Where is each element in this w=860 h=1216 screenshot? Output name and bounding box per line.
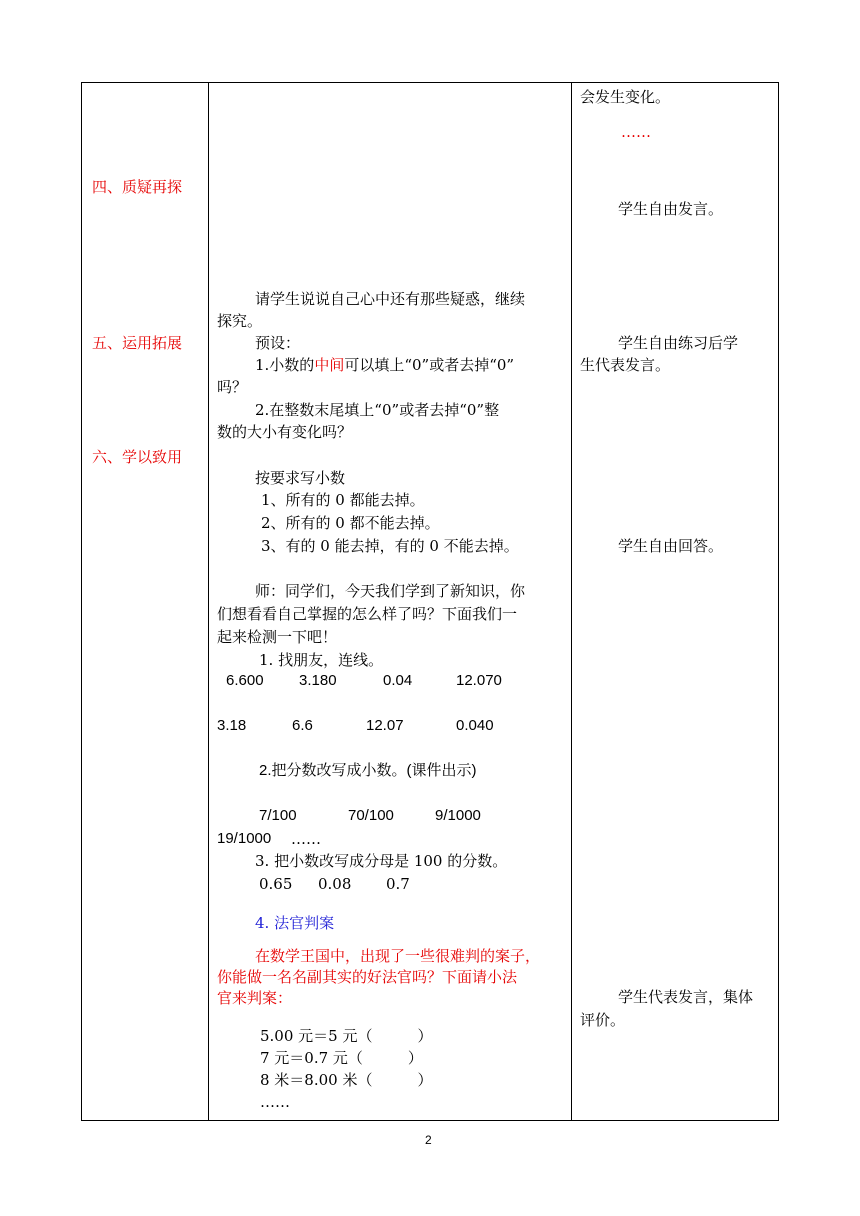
match-row1-item3: 0.04 [383, 672, 413, 689]
fraction-1: 7/100 [259, 807, 297, 824]
fraction-4: 19/1000 [217, 830, 272, 847]
requirement-3: 3、有的 0 能去掉，有的 0 不能去掉。 [261, 537, 519, 555]
exercise-4-title: 4. 法官判案 [255, 914, 335, 932]
student-text-4: 学生自由回答。 [618, 537, 724, 555]
exercise-1-title: 1. 找朋友，连线。 [259, 651, 384, 669]
student-text-5-line1: 学生代表发言，集体 [618, 988, 754, 1006]
table-border-right [778, 82, 779, 1121]
teacher-p1-line1: 请学生说说自己心中还有那些疑惑，继续 [255, 290, 526, 308]
student-text-2: 学生自由发言。 [618, 200, 724, 218]
requirement-1: 1、所有的 0 都能去掉。 [261, 491, 425, 509]
student-text-3-line1: 学生自由练习后学 [618, 334, 739, 352]
q1-highlight: 中间 [314, 356, 345, 374]
judge-intro-line2: 你能做一名名副其实的好法官吗？下面请小法 [217, 968, 518, 986]
teacher-speech-line2: 们想看看自己掌握的怎么样了吗？下面我们一 [217, 605, 518, 623]
teacher-question-2-line1: 2.在整数末尾填上“0”或者去掉“0”整 [255, 401, 500, 419]
table-border-left [81, 82, 82, 1121]
decimal-3: 0.7 [386, 875, 410, 893]
case-2: 7 元＝0.7 元（ ） [260, 1049, 423, 1067]
student-ellipsis: …… [621, 123, 651, 141]
table-col-divider-1 [208, 82, 209, 1121]
requirement-title: 按要求写小数 [255, 469, 346, 487]
student-text-5-line2: 评价。 [580, 1011, 626, 1029]
case-ellipsis: …… [260, 1093, 290, 1111]
match-row2-item4: 0.040 [456, 717, 494, 734]
teacher-question-1-line2: 吗？ [217, 378, 248, 396]
teacher-question-1 [255, 354, 514, 376]
case-3: 8 米＝8.00 米（ ） [260, 1071, 433, 1089]
student-text-1: 会发生变化。 [580, 88, 671, 106]
judge-intro-line1: 在数学王国中，出现了一些很难判的案子， [255, 947, 541, 965]
student-text-3-line2: 生代表发言。 [580, 356, 671, 374]
match-row2-item3: 12.07 [366, 717, 404, 734]
teacher-speech-line1: 师：同学们，今天我们学到了新知识，你 [255, 582, 526, 600]
section-5-title: 五、运用拓展 [92, 334, 183, 352]
teacher-question-2-line2: 数的大小有变化吗？ [217, 423, 353, 441]
q1-prefix: 1.小数的 [255, 356, 315, 374]
fraction-2: 70/100 [348, 807, 394, 824]
table-border-bottom [81, 1120, 779, 1121]
q1-suffix: 可以填上“0”或者去掉“0” [344, 356, 515, 374]
table-col-divider-2 [571, 82, 572, 1121]
teacher-p1-line2: 探究。 [217, 312, 263, 330]
section-6-title: 六、学以致用 [92, 448, 183, 466]
case-1: 5.00 元＝5 元（ ） [260, 1027, 433, 1045]
judge-intro-line3: 官来判案： [217, 989, 293, 1007]
decimal-1: 0.65 [259, 875, 293, 893]
match-row1-item1: 6.600 [226, 672, 264, 689]
requirement-2: 2、所有的 0 都不能去掉。 [261, 514, 440, 532]
exercise-3-title: 3. 把小数改写成分母是 100 的分数。 [255, 852, 508, 870]
decimal-2: 0.08 [318, 875, 352, 893]
teacher-preset: 预设： [255, 334, 301, 352]
fraction-3: 9/1000 [435, 807, 481, 824]
table-border-top [81, 82, 779, 83]
teacher-speech-line3: 起来检测一下吧！ [217, 628, 338, 646]
fraction-ellipsis: …… [291, 830, 321, 848]
match-row1-item2: 3.180 [299, 672, 337, 689]
page-number: 2 [425, 1133, 432, 1147]
section-4-title: 四、质疑再探 [92, 178, 183, 196]
match-row1-item4: 12.070 [456, 672, 502, 689]
match-row2-item1: 3.18 [217, 717, 247, 734]
exercise-2-title: 2.把分数改写成小数。(课件出示) [259, 762, 477, 779]
match-row2-item2: 6.6 [292, 717, 313, 734]
